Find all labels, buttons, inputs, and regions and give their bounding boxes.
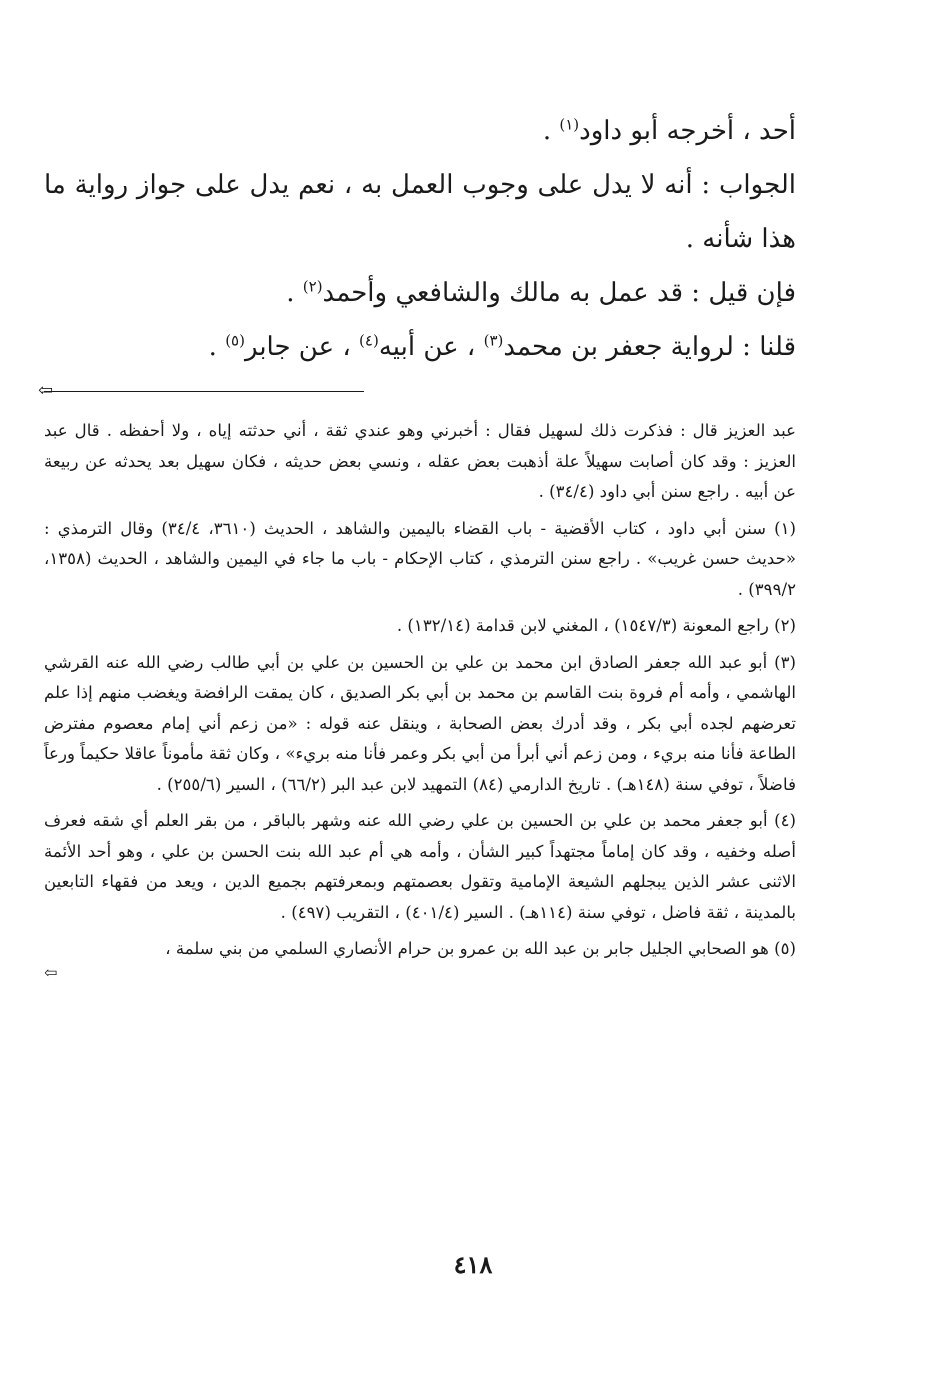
footnote-continued: عبد العزيز قال : فذكرت ذلك لسهيل فقال : أخبرني وهو عندي ثقة ، أني حدثته إياه ، ولا أحفظه . قال عبد العزيز : وقد كان أصابت سهيلاً علة أذهبت بعض عقله ، ونسي بعض حديثه ، فكان سهيل بعد يحدثه عن ربيعة عن أبيه . راجع سنن أبي داود (٣٤/٤) . (44, 421, 796, 501)
question-end: . (286, 278, 303, 308)
separator-line (44, 391, 364, 392)
footnote-4: (٤) أبو جعفر محمد بن علي بن الحسين بن علي رضي الله عنه وشهر بالباقر ، من بقر العلم أي شقه فعرف أصله وخفيه ، وقد كان إماماً مجتهداً كبير الشأن ، وأمه هي أم عبد الله بنت الحسن بن علي ، وهو أحد الأئمة الاثنى عشر الذين يبجلهم الشيعة الإمامية وتقول بعصمتهم وبمعرفتهم بجميع الدين ، ويعد من فقهاء التابعين بالمدينة ، ثقة فاضل ، توفي سنة (١١٤هـ) . السير (٤٠١/٤) ، التقريب (٤٩٧) . (44, 811, 796, 922)
reply-line (44, 320, 796, 374)
next-page-arrow-icon: ⇦ (44, 962, 58, 982)
footnote-5: (٥) هو الصحابي الجليل جابر بن عبد الله بن عمرو بن حرام الأنصاري السلمي من بني سلمة ، (165, 939, 796, 958)
question-text: فإن قيل : قد عمل به مالك والشافعي وأحمد (322, 278, 796, 308)
main-line-1-end: . (542, 116, 560, 146)
main-line-1 (44, 104, 796, 158)
page-number: ٤١٨ (453, 1250, 493, 1279)
footnote-ref-2[interactable]: (٢) (302, 277, 323, 296)
reply-text-c: ، عن جابر (244, 332, 360, 362)
footnote-2: (٢) راجع المعونة (١٥٤٧/٣) ، المغني لابن قدامة (١٣٢/١٤) . (396, 616, 796, 635)
main-text (44, 104, 796, 374)
main-line-1-text: أحد ، أخرجه أبو داود (579, 116, 796, 146)
footnote-ref-5[interactable]: (٥) (225, 331, 245, 350)
question-line (44, 266, 796, 320)
footnote-ref-1[interactable]: (١) (559, 115, 580, 134)
footnote-3: (٣) أبو عبد الله جعفر الصادق ابن محمد بن علي بن الحسين بن علي بن أبي طالب رضي الله عنه القرشي الهاشمي ، وأمه أم فروة بنت القاسم بن محمد بن أبي بكر الصديق ، كان يمقت الرافضة ويغضب منهم إذا علم تعرضهم لجده أبي بكر ، وقد أدرك بعض الصحابة ، وينقل عنه قوله : «من زعم أني إمام معصوم مفترض الطاعة فأنا منه بريء ، ومن زعم أني أبرأ من أبي بكر وعمر فأنا منه بريء» ، وكان ثقة مأموناً عاقلا حكيماً ورعاً فاضلاً ، توفي سنة (١٤٨هـ) . تاريخ الدارمي (٨٤) التمهيد لابن عبد البر (٦٦/٢) ، السير (٢٥٥/٦) . (44, 652, 796, 794)
reply-text-a: قلنا : لرواية جعفر بن محمد (503, 332, 796, 362)
page-body (38, 104, 796, 982)
footnote-separator (38, 378, 796, 408)
continuation-arrow-icon: ⇦ (38, 380, 54, 401)
footnote-1: (١) سنن أبي داود ، كتاب الأقضية - باب القضاء باليمين والشاهد ، الحديث (٣٦١٠، ٣٤/٤) وقال الترمذي : «حديث حسن غريب» . راجع سنن الترمذي ، كتاب الإحكام - باب ما جاء في اليمين والشاهد ، الحديث (١٣٥٨، ٣٩٩/٢) . (44, 518, 796, 599)
footnote-ref-3[interactable]: (٣) (483, 331, 504, 350)
answer-paragraph: الجواب : أنه لا يدل على وجوب العمل به ، نعم يدل على جواز رواية ما هذا شأنه . (44, 170, 796, 254)
reply-text-b: ، عن أبيه (378, 332, 484, 362)
footnote-ref-4[interactable]: (٤) (359, 331, 379, 350)
footnotes (44, 416, 796, 981)
reply-end: . (208, 332, 226, 362)
